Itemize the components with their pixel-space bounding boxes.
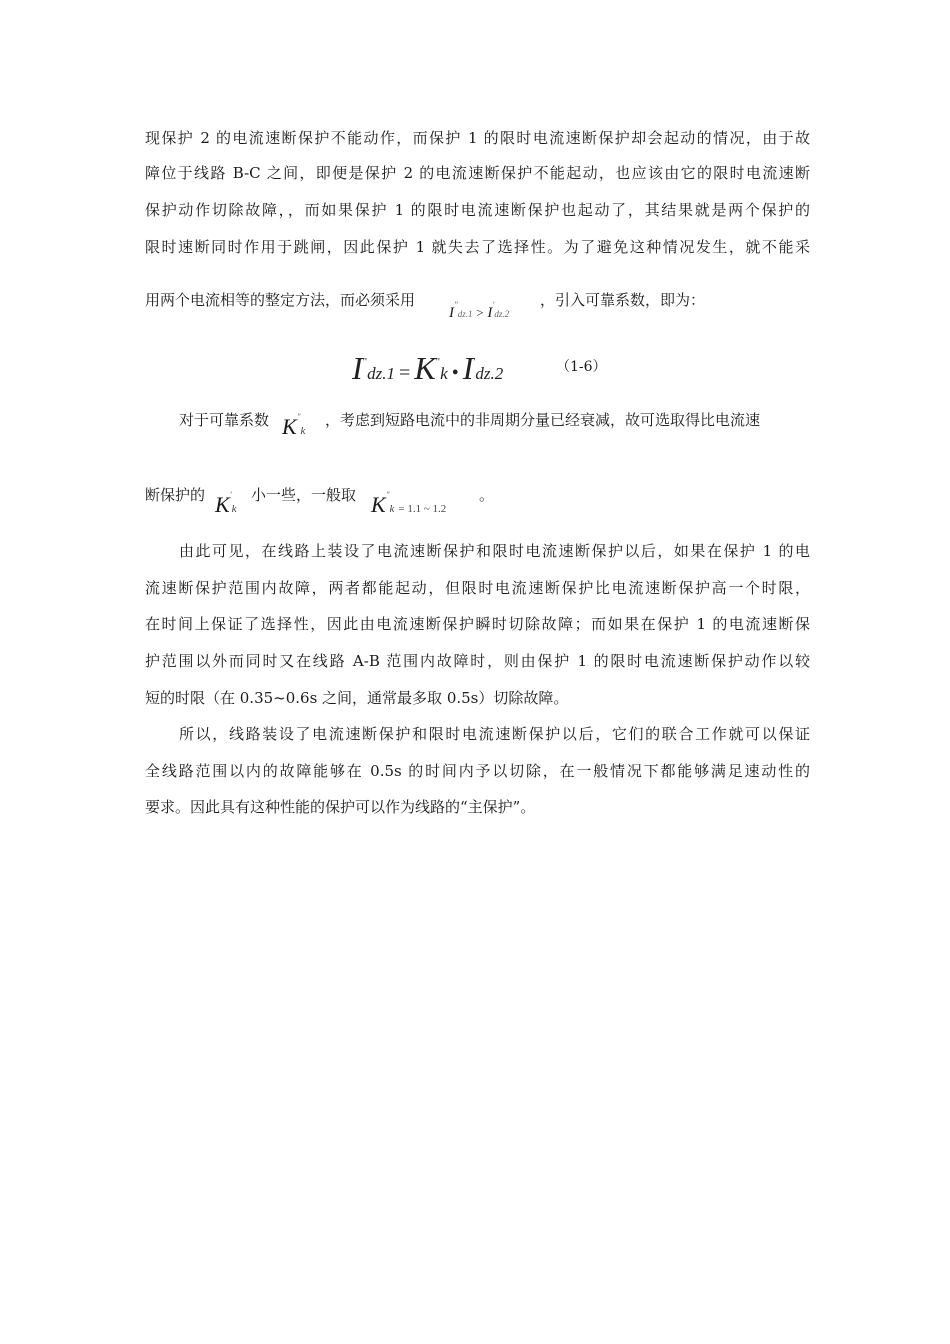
coef2-k-symbol: K bbox=[215, 492, 230, 517]
paragraph2-start: 对于可靠系数 bbox=[179, 411, 270, 429]
coef3-value-range: = 1.1 ~ 1.2 bbox=[398, 503, 447, 515]
paragraph1-line-5-end: ，引入可靠系数，即为： bbox=[540, 291, 706, 309]
coef2-k-prime: ' bbox=[229, 490, 232, 500]
eq-k-subscript: k bbox=[440, 364, 448, 383]
speed-trip-coefficient-formula bbox=[215, 490, 237, 518]
coef-k-prime: " bbox=[296, 412, 301, 422]
paragraph1-line-4: 限时速断同时作用于跳闸，因此保护 1 就失去了选择性。为了避免这种情况发生，就不能采 bbox=[145, 238, 810, 256]
paragraph2-line-2-start: 断保护的 bbox=[145, 486, 206, 504]
inline-lhs-subscript: dz.1 bbox=[457, 309, 473, 319]
eq-lhs-subscript: dz.1 bbox=[367, 364, 396, 383]
eq-multiply-dot: • bbox=[451, 362, 459, 384]
paragraph1-line-2: 障位于线路 B-C 之间，即便是保护 2 的电流速断保护不能起动，也应该由它的限时电流速断 bbox=[145, 164, 810, 182]
coef3-k-prime: " bbox=[385, 490, 390, 500]
coef-k-symbol: K bbox=[282, 414, 297, 439]
equation-1-6 bbox=[352, 350, 503, 387]
inline-greater-than: > bbox=[476, 305, 484, 320]
eq-k-symbol: K bbox=[414, 350, 436, 386]
reliability-coefficient-formula bbox=[282, 412, 305, 440]
eq-rhs-symbol: I bbox=[462, 350, 474, 386]
coef2-k-subscript: k bbox=[231, 503, 237, 515]
paragraph1-line-3: 保护动作切除故障，，而如果保护 1 的限时电流速断保护也起动了，其结果就是两个保护的 bbox=[145, 201, 810, 219]
eq-rhs-subscript: dz.2 bbox=[475, 364, 504, 383]
paragraph3-line-1: 由此可见，在线路上装设了电流速断保护和限时电流速断保护以后，如果在保护 1 的电 bbox=[179, 542, 810, 560]
eq-k-prime: " bbox=[435, 356, 441, 368]
typical-coefficient-formula bbox=[371, 490, 446, 518]
paragraph2-line-2-end: 。 bbox=[479, 486, 495, 504]
paragraph1-line-1: 现保护 2 的电流速断保护不能动作，而保护 1 的限时电流速断保护却会起动的情况，由于故 bbox=[145, 129, 810, 147]
paragraph4-line-1: 所以，线路装设了电流速断保护和限时电流速断保护以后，它们的联合工作就可以保证 bbox=[179, 725, 810, 743]
inline-lhs-symbol: I bbox=[449, 305, 454, 321]
paragraph2-line-1-rest: ，考虑到短路电流中的非周期分量已经衰减，故可选取得比电流速 bbox=[325, 411, 761, 429]
inline-rhs-prime: ' bbox=[492, 300, 495, 310]
inline-lhs-prime: " bbox=[454, 300, 458, 310]
coef3-k-symbol: K bbox=[371, 492, 386, 517]
paragraph3-line-4: 护范围以外而同时又在线路 A-B 范围内故障时，则由保护 1 的限时电流速断保护动作以较 bbox=[145, 652, 810, 670]
inline-condition-formula bbox=[449, 300, 509, 322]
equation-number: （1-6） bbox=[556, 359, 607, 375]
eq-lhs-prime: " bbox=[362, 356, 368, 368]
paragraph1-line-5-start: 用两个电流相等的整定方法，而必须采用 bbox=[145, 291, 416, 309]
paragraph3-line-2: 流速断保护范围内故障，两者都能起动，但限时电流速断保护比电流速断保护高一个时限， bbox=[145, 579, 810, 597]
paragraph4-line-3: 要求。因此具有这种性能的保护可以作为线路的“主保护”。 bbox=[145, 798, 536, 816]
inline-rhs-subscript: dz.2 bbox=[494, 309, 510, 319]
coef3-k-subscript: k bbox=[389, 503, 395, 515]
paragraph2-line-2-mid: 小一些，一般取 bbox=[251, 486, 357, 504]
eq-equals-sign: = bbox=[399, 362, 411, 384]
coef-k-subscript: k bbox=[300, 425, 306, 437]
paragraph3-line-3: 在时间上保证了选择性，因此由电流速断保护瞬时切除故障；而如果在保护 1 的电流速断保 bbox=[145, 615, 810, 633]
inline-rhs-symbol: I bbox=[487, 305, 493, 321]
paragraph4-line-2: 全线路范围以内的故障能够在 0.5s 的时间内予以切除，在一般情况下都能够满足速动性的 bbox=[145, 762, 810, 780]
eq-lhs-symbol: I bbox=[352, 350, 363, 386]
paragraph3-line-5: 短的时限（在 0.35~0.6s 之间，通常最多取 0.5s）切除故障。 bbox=[145, 689, 569, 707]
eq-rhs-prime: ' bbox=[473, 356, 476, 368]
